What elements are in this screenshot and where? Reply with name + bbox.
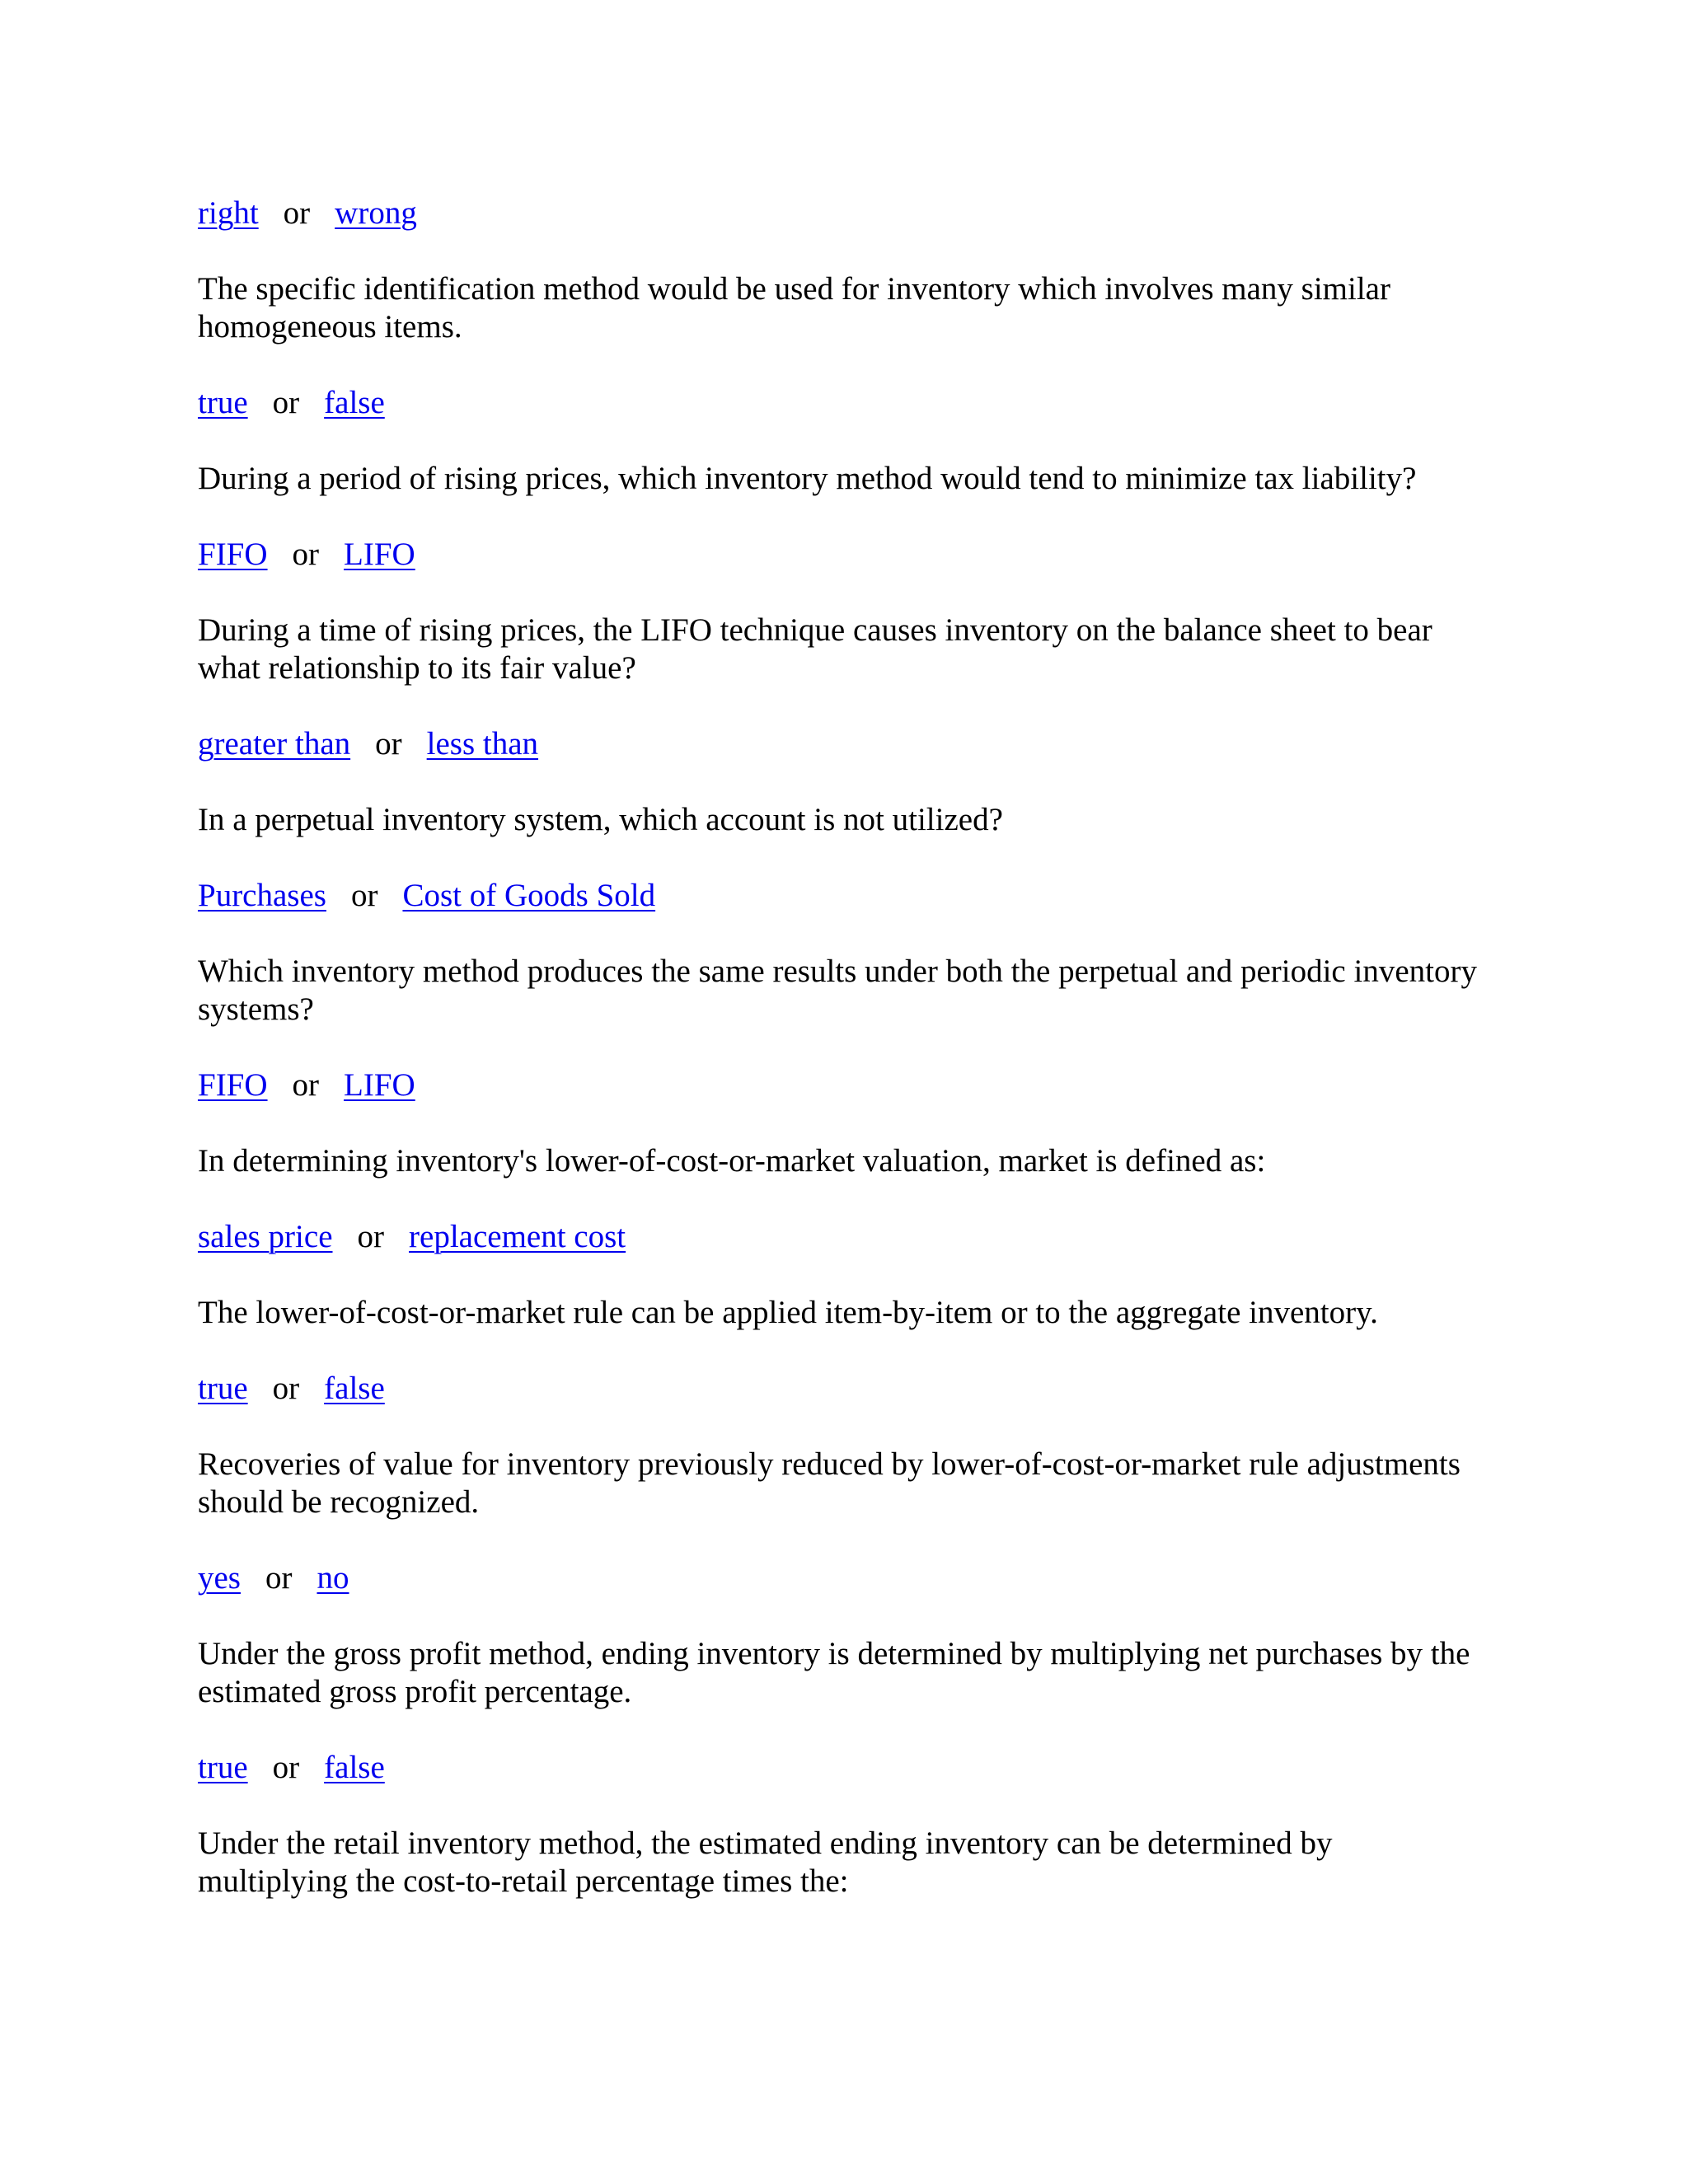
or-separator: or — [350, 878, 378, 913]
answer-option-link[interactable]: true — [198, 1750, 248, 1785]
or-separator: or — [272, 1371, 300, 1406]
answer-row — [198, 194, 417, 232]
answer-option-link[interactable]: true — [198, 385, 248, 420]
or-separator: or — [292, 537, 320, 572]
answer-option-link[interactable]: wrong — [335, 195, 417, 231]
answer-row — [198, 725, 538, 763]
question-text: Under the retail inventory method, the estimated ending inventory can be determined by multiplying the cost-to-retail percentage times the: — [198, 1825, 1333, 1899]
question-text: During a time of rising prices, the LIFO technique causes inventory on the balance sheet to bear what relationship to its fair value? — [198, 612, 1432, 686]
answer-option-link[interactable]: less than — [426, 726, 539, 762]
question-text: Recoveries of value for inventory previously reduced by lower-of-cost-or-market rule adjustments should be recognized. — [198, 1446, 1461, 1520]
answer-row — [198, 877, 655, 915]
question-text: Which inventory method produces the same results under both the perpetual and periodic inventory systems? — [198, 954, 1477, 1027]
answer-row — [198, 1370, 385, 1408]
or-separator: or — [283, 195, 311, 231]
answer-option-link[interactable]: replacement cost — [409, 1219, 626, 1254]
answer-row — [198, 1218, 626, 1256]
answer-row — [198, 1559, 349, 1597]
question-text: In determining inventory's lower-of-cost-or-market valuation, market is defined as: — [198, 1143, 1266, 1179]
or-separator: or — [272, 1750, 300, 1785]
answer-option-link[interactable]: Cost of Goods Sold — [402, 878, 656, 913]
question-text: The specific identification method would be used for inventory which involves many similar homogeneous items. — [198, 271, 1390, 344]
answer-option-link[interactable]: false — [324, 1371, 385, 1406]
answer-row — [198, 1066, 415, 1104]
answer-option-link[interactable]: right — [198, 195, 259, 231]
or-separator: or — [292, 1067, 320, 1103]
answer-option-link[interactable]: Purchases — [198, 878, 326, 913]
answer-option-link[interactable]: false — [324, 1750, 385, 1785]
answer-option-link[interactable]: false — [324, 385, 385, 420]
answer-option-link[interactable]: yes — [198, 1560, 241, 1596]
question-text: Under the gross profit method, ending inventory is determined by multiplying net purchases by the estimated gross profit percentage. — [198, 1636, 1470, 1709]
answer-option-link[interactable]: FIFO — [198, 1067, 268, 1103]
or-separator: or — [357, 1219, 385, 1254]
or-separator: or — [375, 726, 402, 762]
answer-option-link[interactable]: sales price — [198, 1219, 333, 1254]
answer-option-link[interactable]: greater than — [198, 726, 351, 762]
answer-option-link[interactable]: no — [316, 1560, 349, 1596]
answer-row — [198, 384, 385, 422]
or-separator: or — [272, 385, 300, 420]
question-text: In a perpetual inventory system, which account is not utilized? — [198, 802, 1003, 837]
question-text: The lower-of-cost-or-market rule can be applied item-by-item or to the aggregate inventory. — [198, 1295, 1378, 1330]
or-separator: or — [265, 1560, 293, 1596]
question-text: During a period of rising prices, which inventory method would tend to minimize tax liability? — [198, 461, 1417, 496]
answer-option-link[interactable]: LIFO — [344, 1067, 415, 1103]
answer-option-link[interactable]: LIFO — [344, 537, 415, 572]
answer-row — [198, 536, 415, 574]
answer-option-link[interactable]: true — [198, 1371, 248, 1406]
answer-row — [198, 1749, 385, 1787]
answer-option-link[interactable]: FIFO — [198, 537, 268, 572]
